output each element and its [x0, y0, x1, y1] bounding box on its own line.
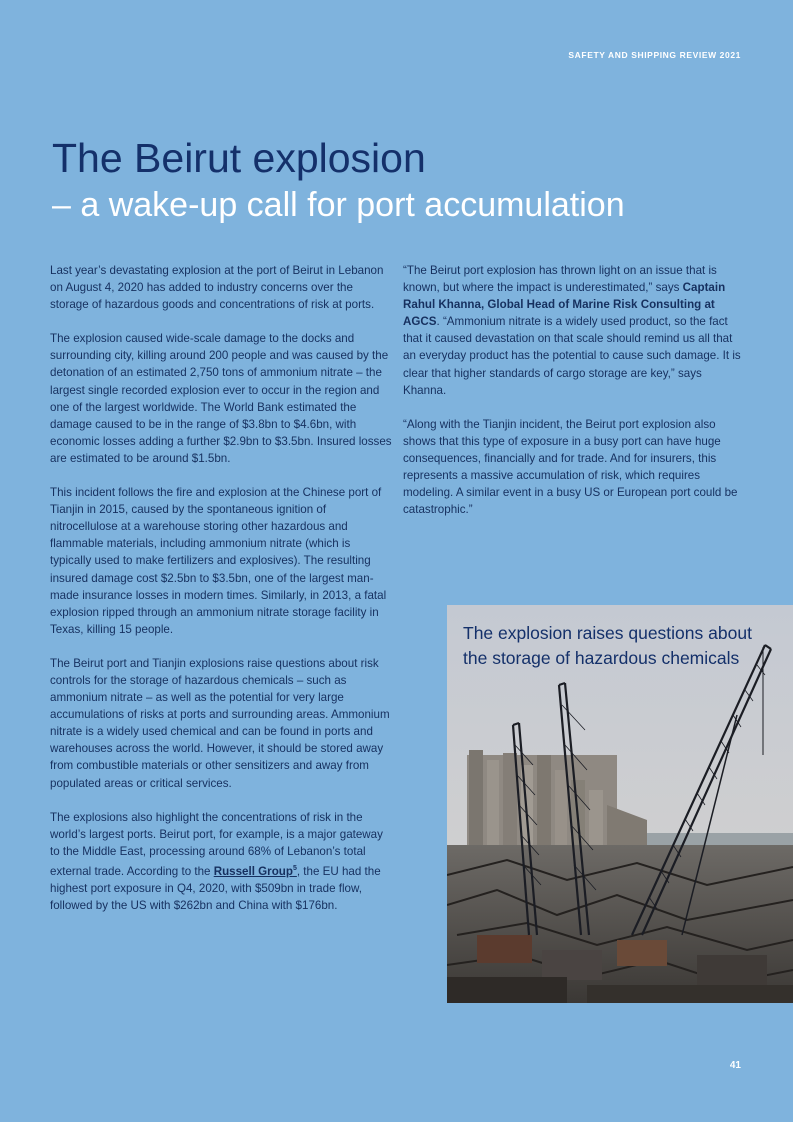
quote-2: “Along with the Tianjin incident, the Beirut port explosion also shows that this type of exposure in a busy port can have huge consequences, financially and for trade. And for insurers, this represents a massive accumulation of risk, which requires modeling. A similar event in a busy US or European port could be catastrophic.” [403, 417, 738, 517]
article-title: The Beirut explosion [52, 135, 426, 181]
right-column [403, 262, 743, 535]
photo-caption: The explosion raises questions about the storage of hazardous chemicals [463, 623, 752, 668]
paragraph-1: Last year’s devastating explosion at the port of Beirut in Lebanon on August 4, 2020 has added to industry concerns over the storage of hazardous goods and concentrations of risk at ports. [50, 264, 384, 312]
quote-1: “The Beirut port explosion has thrown light on an issue that is known, but where the impact is underestimated,” says Captain Rahul Khanna, Global Head of Marine Risk Consulting at AGCS. “Ammonium nitrate is a widely used product, so the fact that it caused devastation on that scale should remind us all that an everyday product has the potential to cause such damage. It is clear that higher standards of cargo storage are key,” says Khanna. [403, 264, 741, 397]
port-photo [447, 605, 793, 1003]
paragraph-5-text-b: , the EU had the highest port exposure in Q4, 2020, with $509bn in trade flow, followed by the US with $262bn and China with $176bn. [50, 864, 381, 912]
speaker-name: Captain Rahul Khanna, Global Head of Marine Risk Consulting at AGCS [403, 281, 726, 329]
paragraph-3: This incident follows the fire and explosion at the Chinese port of Tianjin in 2015, caused by the spontaneous ignition of nitrocellulose at a warehouse storing other hazardous and flammable materials, including ammonium nitrate (which is typically used to make fertilizers and explosives). The resulting insured damage cost $2.5bn to $3.5bn, one of the largest man-made insurance losses in modern times. Similarly, in 2013, a fatal explosion ripped through an ammonium nitrate storage facility in Texas, killing 15 people. [50, 486, 387, 636]
left-column [50, 262, 392, 931]
footnote-ref: 5 [292, 864, 297, 872]
article-subtitle: – a wake-up call for port accumulation [52, 186, 625, 224]
paragraph-2: The explosion caused wide-scale damage to the docks and surrounding city, killing around 200 people and was caused by the detonation of an estimated 2,750 tons of ammonium nitrate – the largest single recorded explosion ever to occur in the region and one of the largest worldwide. The World Bank estimated the damage caused to be in the range of $3.8bn to $4.6bn, with economic losses adding a further $2.9bn to $3.5bn. Insured losses are estimated to be around $1.5bn. [50, 332, 392, 465]
page-number: 41 [729, 1060, 741, 1071]
russell-group-link[interactable]: Russell Group$^5$ [213, 864, 297, 878]
paragraph-4: The Beirut port and Tianjin explosions raise questions about risk controls for the storage of hazardous chemicals – such as ammonium nitrate – as well as the potential for very large accumulations of risks at ports and surrounding areas. Ammonium nitrate is a widely used chemical and can be found in ports and warehouses across the world. However, it should be stored away from combustible materials or other sensitizers and away from populated areas or critical services. [50, 656, 390, 790]
paragraph-5 [50, 809, 392, 914]
running-header: SAFETY AND SHIPPING REVIEW 2021 [568, 50, 741, 60]
paragraph-5-text-a: The explosions also highlight the concentrations of risk in the world’s largest ports. Beirut port, for example, is a major gateway to the Middle East, processing around 68% of Lebanon’s total external trade. According to the [50, 810, 383, 878]
